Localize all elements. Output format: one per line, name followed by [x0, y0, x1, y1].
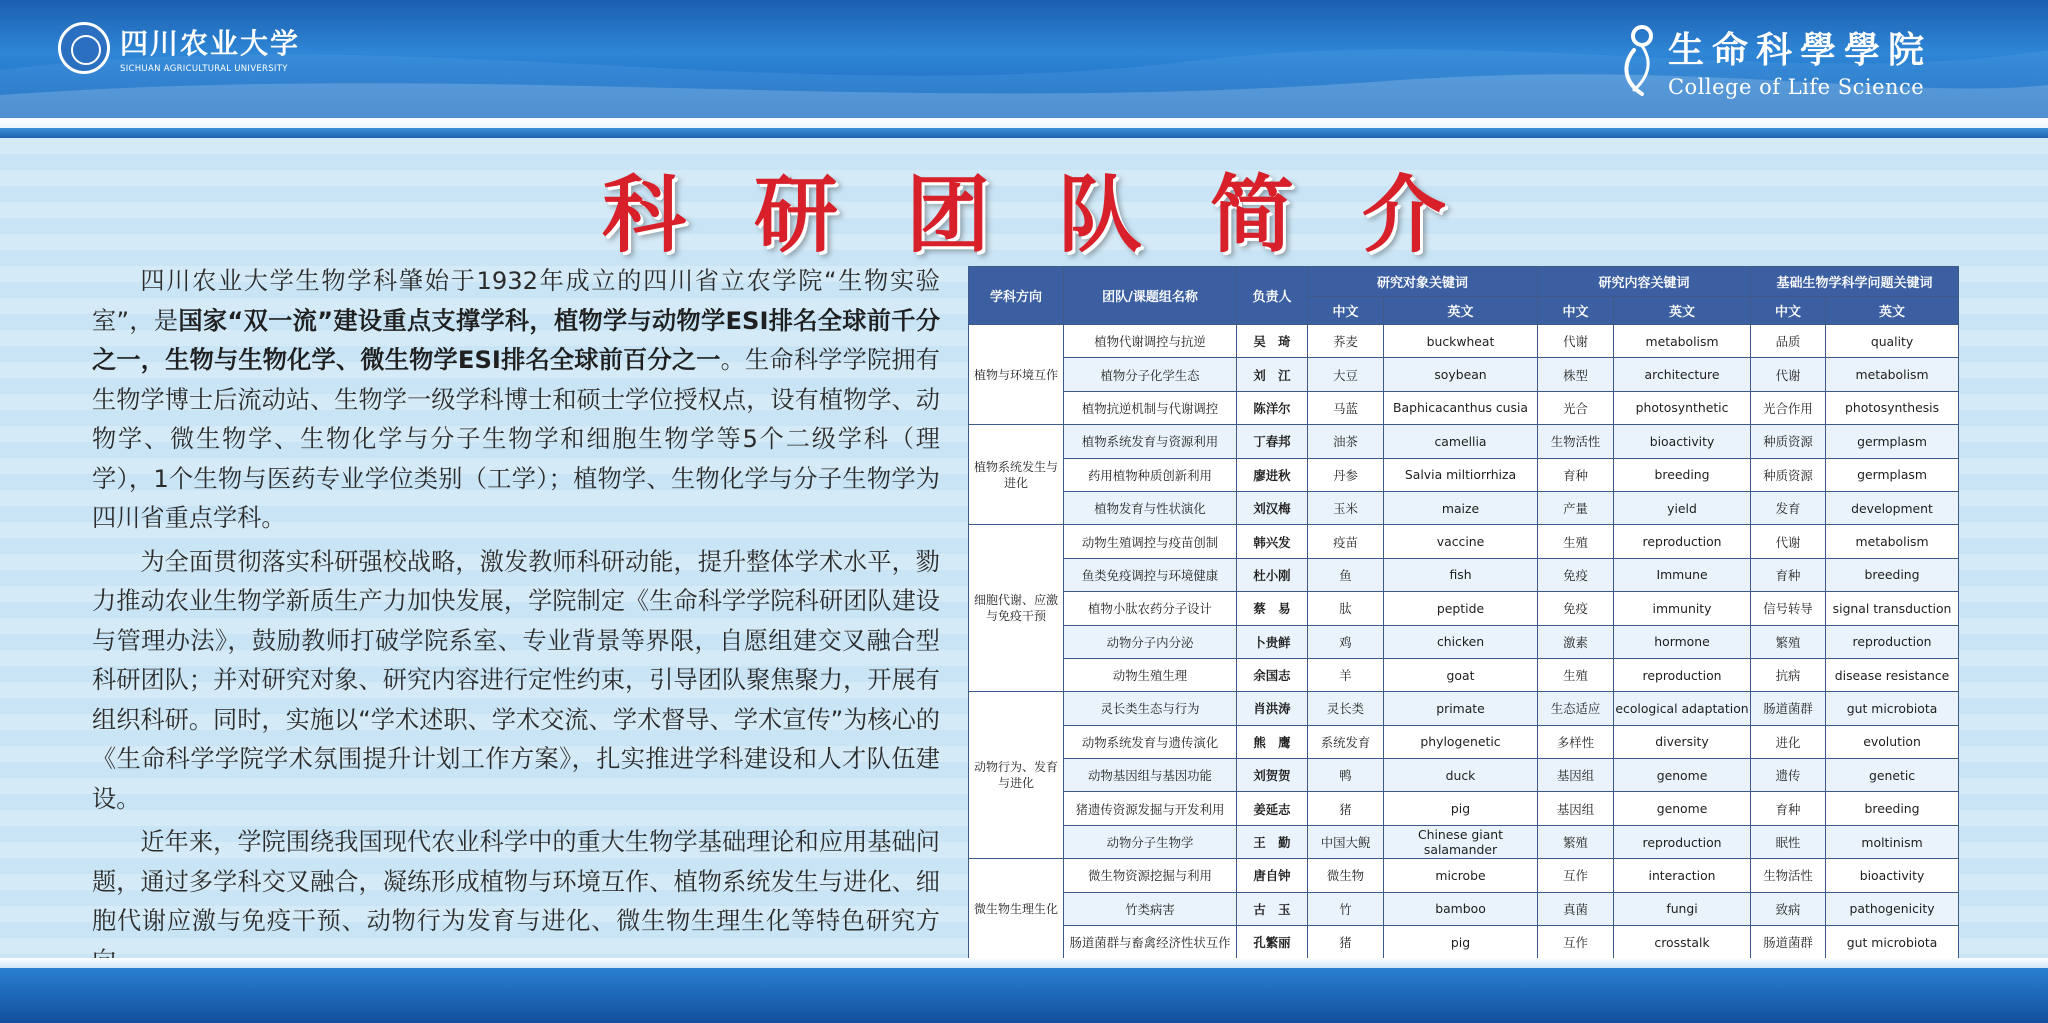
header-team: 团队/课题组名称: [1064, 267, 1237, 325]
table-row: [969, 625, 1959, 658]
header-en: 英文: [1826, 297, 1959, 325]
con-en-cell: reproduction: [1614, 658, 1751, 691]
obj-en-cell: Chinese giant salamander: [1384, 825, 1538, 858]
bas-cn-cell: 致病: [1751, 892, 1826, 925]
obj-cn-cell: 马蓝: [1308, 391, 1384, 424]
obj-cn-cell: 猪: [1308, 926, 1384, 959]
bas-en-cell: moltinism: [1826, 825, 1959, 858]
header-object-keywords: 研究对象关键词: [1308, 267, 1538, 297]
bas-en-cell: germplasm: [1826, 425, 1959, 458]
bas-cn-cell: 种质资源: [1751, 458, 1826, 491]
table-row: [969, 725, 1959, 758]
team-cell: 肠道菌群与畜禽经济性状互作: [1064, 926, 1237, 959]
page-title: 科研团队简介: [601, 165, 1514, 264]
table-row: [969, 391, 1959, 424]
table-row: [969, 525, 1959, 558]
obj-en-cell: peptide: [1384, 592, 1538, 625]
college-logo: [1612, 20, 1932, 100]
table-row: [969, 358, 1959, 391]
bas-cn-cell: 肠道菌群: [1751, 926, 1826, 959]
team-cell: 植物小肽农药分子设计: [1064, 592, 1237, 625]
con-cn-cell: 基因组: [1538, 759, 1614, 792]
con-en-cell: photosynthetic: [1614, 391, 1751, 424]
leader-cell: 熊 鹰: [1237, 725, 1308, 758]
header-en: 英文: [1384, 297, 1538, 325]
intro-paragraph-3: 近年来，学院围绕我国现代农业科学中的重大生物学基础理论和应用基础问题，通过多学科交叉融合，凝练形成植物与环境互作、植物系统发生与进化、细胞代谢应激与免疫干预、动物行为发育与进化、微生物生理生化等特色研究方: [92, 828, 940, 935]
team-cell: 植物分子化学生态: [1064, 358, 1237, 391]
con-cn-cell: 生殖: [1538, 525, 1614, 558]
con-en-cell: breeding: [1614, 458, 1751, 491]
table-row: [969, 592, 1959, 625]
team-cell: 动物分子生物学: [1064, 825, 1237, 858]
header-basic-keywords: 基础生物学科学问题关键词: [1751, 267, 1959, 297]
team-cell: 动物生殖调控与疫苗创制: [1064, 525, 1237, 558]
con-en-cell: metabolism: [1614, 325, 1751, 358]
obj-en-cell: duck: [1384, 759, 1538, 792]
con-en-cell: reproduction: [1614, 825, 1751, 858]
obj-en-cell: Baphicacanthus cusia: [1384, 391, 1538, 424]
table-row: [969, 325, 1959, 358]
bas-en-cell: germplasm: [1826, 458, 1959, 491]
header-cn: 中文: [1751, 297, 1826, 325]
bas-en-cell: gut microbiota: [1826, 926, 1959, 959]
leader-cell: 刘 江: [1237, 358, 1308, 391]
con-cn-cell: 繁殖: [1538, 825, 1614, 858]
team-cell: 植物发育与性状演化: [1064, 491, 1237, 524]
bas-cn-cell: 育种: [1751, 792, 1826, 825]
footer-band: [0, 968, 2048, 1023]
bas-en-cell: genetic: [1826, 759, 1959, 792]
direction-cell: 微生物生理生化: [969, 859, 1064, 959]
intro-p1-text-a: 四川农业大学生物学科肇始于1932年成立的四川省立农学院“生物实验室”，是: [92, 267, 940, 335]
bas-en-cell: photosynthesis: [1826, 391, 1959, 424]
bas-en-cell: signal transduction: [1826, 592, 1959, 625]
university-logo: [58, 22, 300, 74]
header-cn: 中文: [1308, 297, 1384, 325]
obj-en-cell: chicken: [1384, 625, 1538, 658]
obj-cn-cell: 灵长类: [1308, 692, 1384, 725]
con-cn-cell: 育种: [1538, 458, 1614, 491]
footer-divider: [0, 958, 2048, 968]
leader-cell: 蔡 易: [1237, 592, 1308, 625]
leader-cell: 孔繁丽: [1237, 926, 1308, 959]
obj-cn-cell: 猪: [1308, 792, 1384, 825]
header-content-keywords: 研究内容关键词: [1538, 267, 1751, 297]
bas-en-cell: reproduction: [1826, 625, 1959, 658]
team-cell: 灵长类生态与行为: [1064, 692, 1237, 725]
obj-cn-cell: 肽: [1308, 592, 1384, 625]
con-en-cell: interaction: [1614, 859, 1751, 892]
obj-en-cell: camellia: [1384, 425, 1538, 458]
obj-cn-cell: 荞麦: [1308, 325, 1384, 358]
bas-en-cell: breeding: [1826, 792, 1959, 825]
leader-cell: 杜小刚: [1237, 558, 1308, 591]
con-cn-cell: 生态适应: [1538, 692, 1614, 725]
con-en-cell: fungi: [1614, 892, 1751, 925]
obj-cn-cell: 鸭: [1308, 759, 1384, 792]
con-en-cell: diversity: [1614, 725, 1751, 758]
table-row: [969, 491, 1959, 524]
obj-en-cell: maize: [1384, 491, 1538, 524]
header-divider-blue: [0, 128, 2048, 138]
team-cell: 植物系统发育与资源利用: [1064, 425, 1237, 458]
table-row: [969, 558, 1959, 591]
con-en-cell: ecological adaptation: [1614, 692, 1751, 725]
leader-cell: 吴 琦: [1237, 325, 1308, 358]
intro-p1-bold: 国家“双一流”建设重点支撑学科，植物学与动物学ESI排名全球前千分之一，生物与生物化学、微生物学ESI排名全球前百分之一: [92, 306, 941, 374]
bas-cn-cell: 繁殖: [1751, 625, 1826, 658]
obj-en-cell: soybean: [1384, 358, 1538, 391]
obj-en-cell: pig: [1384, 792, 1538, 825]
university-name-en: SICHUAN AGRICULTURAL UNIVERSITY: [120, 64, 288, 74]
leader-cell: 刘贺贺: [1237, 759, 1308, 792]
obj-en-cell: pig: [1384, 926, 1538, 959]
header-leader: 负责人: [1237, 267, 1308, 325]
table-row: [969, 658, 1959, 691]
table-row: [969, 425, 1959, 458]
bas-en-cell: evolution: [1826, 725, 1959, 758]
bas-cn-cell: 代谢: [1751, 525, 1826, 558]
obj-en-cell: buckwheat: [1384, 325, 1538, 358]
table-row: [969, 692, 1959, 725]
intro-text: [92, 262, 940, 985]
header-direction: 学科方向: [969, 267, 1064, 325]
college-name-en: College of Life Science: [1667, 74, 1925, 99]
bas-cn-cell: 品质: [1751, 325, 1826, 358]
obj-en-cell: primate: [1384, 692, 1538, 725]
table-body: [969, 325, 1959, 959]
leader-cell: 余国志: [1237, 658, 1308, 691]
con-cn-cell: 生物活性: [1538, 425, 1614, 458]
obj-en-cell: bamboo: [1384, 892, 1538, 925]
obj-en-cell: Salvia miltiorrhiza: [1384, 458, 1538, 491]
obj-cn-cell: 微生物: [1308, 859, 1384, 892]
leader-cell: 丁春邦: [1237, 425, 1308, 458]
table-row: [969, 792, 1959, 825]
team-cell: 动物系统发育与遗传演化: [1064, 725, 1237, 758]
obj-en-cell: microbe: [1384, 859, 1538, 892]
header-en: 英文: [1614, 297, 1751, 325]
bas-cn-cell: 抗病: [1751, 658, 1826, 691]
header-cn: 中文: [1538, 297, 1614, 325]
leader-cell: 唐自钟: [1237, 859, 1308, 892]
con-en-cell: immunity: [1614, 592, 1751, 625]
bas-cn-cell: 发育: [1751, 491, 1826, 524]
leader-cell: 廖进秋: [1237, 458, 1308, 491]
obj-cn-cell: 鸡: [1308, 625, 1384, 658]
con-cn-cell: 基因组: [1538, 792, 1614, 825]
con-cn-cell: 株型: [1538, 358, 1614, 391]
bas-cn-cell: 进化: [1751, 725, 1826, 758]
obj-cn-cell: 中国大鲵: [1308, 825, 1384, 858]
team-cell: 动物分子内分泌: [1064, 625, 1237, 658]
table-row: [969, 926, 1959, 959]
con-cn-cell: 激素: [1538, 625, 1614, 658]
bas-cn-cell: 眠性: [1751, 825, 1826, 858]
con-en-cell: reproduction: [1614, 525, 1751, 558]
team-cell: 猪遗传资源发掘与开发利用: [1064, 792, 1237, 825]
leader-cell: 韩兴发: [1237, 525, 1308, 558]
con-en-cell: yield: [1614, 491, 1751, 524]
team-cell: 竹类病害: [1064, 892, 1237, 925]
direction-cell: 植物系统发生与进化: [969, 425, 1064, 525]
con-cn-cell: 免疫: [1538, 558, 1614, 591]
con-cn-cell: 生殖: [1538, 658, 1614, 691]
con-cn-cell: 互作: [1538, 859, 1614, 892]
university-seal-icon: [58, 22, 110, 74]
con-cn-cell: 真菌: [1538, 892, 1614, 925]
con-en-cell: architecture: [1614, 358, 1751, 391]
table-row: [969, 825, 1959, 858]
bas-en-cell: breeding: [1826, 558, 1959, 591]
obj-cn-cell: 丹参: [1308, 458, 1384, 491]
bas-en-cell: pathogenicity: [1826, 892, 1959, 925]
bas-en-cell: development: [1826, 491, 1959, 524]
bas-cn-cell: 育种: [1751, 558, 1826, 591]
con-cn-cell: 多样性: [1538, 725, 1614, 758]
bas-en-cell: metabolism: [1826, 525, 1959, 558]
bas-cn-cell: 遗传: [1751, 759, 1826, 792]
con-cn-cell: 免疫: [1538, 592, 1614, 625]
team-cell: 植物代谢调控与抗逆: [1064, 325, 1237, 358]
team-cell: 鱼类免疫调控与环境健康: [1064, 558, 1237, 591]
university-name-cn: 四川农业大学: [120, 27, 301, 60]
leader-cell: 陈洋尔: [1237, 391, 1308, 424]
bas-cn-cell: 信号转导: [1751, 592, 1826, 625]
table-row: [969, 458, 1959, 491]
bas-en-cell: gut microbiota: [1826, 692, 1959, 725]
obj-cn-cell: 鱼: [1308, 558, 1384, 591]
leader-cell: 王 勤: [1237, 825, 1308, 858]
direction-cell: 细胞代谢、应激与免疫干预: [969, 525, 1064, 692]
bas-en-cell: quality: [1826, 325, 1959, 358]
team-cell: 植物抗逆机制与代谢调控: [1064, 391, 1237, 424]
college-name-cn: 生命科學學院: [1667, 28, 1932, 71]
intro-paragraph-1: [92, 262, 940, 539]
con-en-cell: genome: [1614, 792, 1751, 825]
bas-cn-cell: 肠道菌群: [1751, 692, 1826, 725]
con-cn-cell: 代谢: [1538, 325, 1614, 358]
bas-en-cell: bioactivity: [1826, 859, 1959, 892]
intro-paragraph-2: 为全面贯彻落实科研强校战略，激发教师科研动能，提升整体学术水平，勠力推动农业生物学新质生产力加快发展，学院制定《生命科学学院科研团队建设与管理办法》，鼓励教师打破学院系室、专业背景等界限，自愿组建交叉融合型科研团队；并对研究对象、研究内容进行定性约束，引导团队聚焦聚力，开展有组织科研。同时，实施以“学术述职、学术交流、学术督导、学术宣传”为核心的《生命科学学院学术氛围提升计划工作方案》，扎实推进学科建设和人才队伍建设。: [92, 547, 940, 813]
leader-cell: 古 玉: [1237, 892, 1308, 925]
obj-cn-cell: 大豆: [1308, 358, 1384, 391]
bas-cn-cell: 生物活性: [1751, 859, 1826, 892]
con-en-cell: bioactivity: [1614, 425, 1751, 458]
obj-cn-cell: 疫苗: [1308, 525, 1384, 558]
con-cn-cell: 互作: [1538, 926, 1614, 959]
con-en-cell: hormone: [1614, 625, 1751, 658]
obj-en-cell: phylogenetic: [1384, 725, 1538, 758]
table-row: [969, 859, 1959, 892]
con-en-cell: crosstalk: [1614, 926, 1751, 959]
research-team-table: [968, 266, 1958, 959]
bas-en-cell: disease resistance: [1826, 658, 1959, 691]
bas-cn-cell: 代谢: [1751, 358, 1826, 391]
con-en-cell: genome: [1614, 759, 1751, 792]
obj-en-cell: vaccine: [1384, 525, 1538, 558]
direction-cell: 动物行为、发育与进化: [969, 692, 1064, 859]
team-cell: 动物基因组与基因功能: [1064, 759, 1237, 792]
team-cell: 动物生殖生理: [1064, 658, 1237, 691]
obj-cn-cell: 油茶: [1308, 425, 1384, 458]
obj-en-cell: fish: [1384, 558, 1538, 591]
con-cn-cell: 产量: [1538, 491, 1614, 524]
table-row: [969, 759, 1959, 792]
bas-cn-cell: 种质资源: [1751, 425, 1826, 458]
team-cell: 微生物资源挖掘与利用: [1064, 859, 1237, 892]
obj-cn-cell: 玉米: [1308, 491, 1384, 524]
obj-cn-cell: 竹: [1308, 892, 1384, 925]
leader-cell: 卜贵鲜: [1237, 625, 1308, 658]
bas-cn-cell: 光合作用: [1751, 391, 1826, 424]
team-cell: 药用植物种质创新利用: [1064, 458, 1237, 491]
bas-en-cell: metabolism: [1826, 358, 1959, 391]
leader-cell: 姜延志: [1237, 792, 1308, 825]
direction-cell: 植物与环境互作: [969, 325, 1064, 425]
obj-cn-cell: 系统发育: [1308, 725, 1384, 758]
obj-en-cell: goat: [1384, 658, 1538, 691]
con-en-cell: Immune: [1614, 558, 1751, 591]
header-band: [0, 0, 2048, 118]
con-cn-cell: 光合: [1538, 391, 1614, 424]
college-emblem-icon: [1612, 20, 1668, 100]
intro-p1-text-b: 。生命科学学院拥有生物学博士后流动站、生物学一级学科博士和硕士学位授权点，设有植物学、动物学、微生物学、生物化学与分子生物学和细胞生物学等5个二级学科（理学），1个生物与医药专业学位类别（工学）；植物学、生物化学与分子生物学为四川省重点学科。: [92, 346, 940, 532]
leader-cell: 刘汉梅: [1237, 491, 1308, 524]
obj-cn-cell: 羊: [1308, 658, 1384, 691]
leader-cell: 肖洪涛: [1237, 692, 1308, 725]
table-row: [969, 892, 1959, 925]
